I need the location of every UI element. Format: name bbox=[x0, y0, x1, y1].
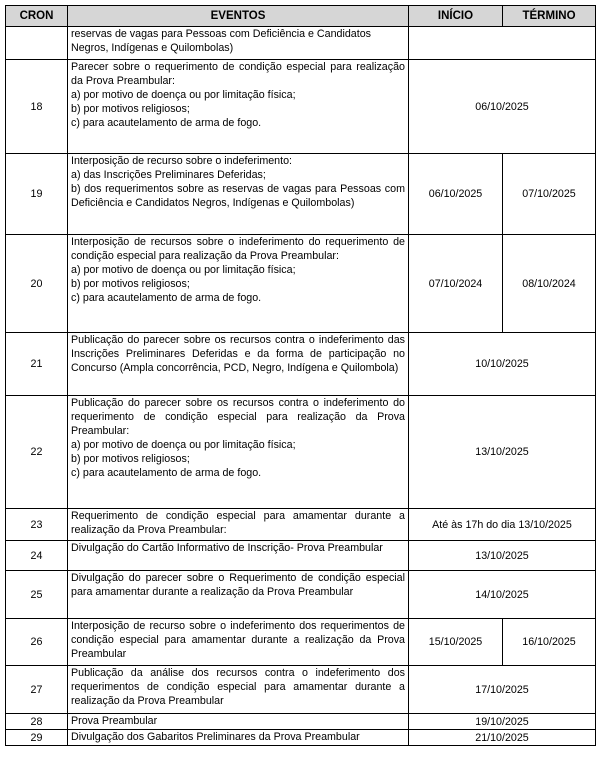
cron-cell: 25 bbox=[6, 571, 68, 619]
end-date-cell: 07/10/2025 bbox=[503, 154, 596, 235]
event-line: Publicação do parecer sobre os recursos contra o indeferimento das Inscrições Preliminares Deferidas e da forma de participação no Concurso (Ampla concorrência, PCD, Negro, Indígena e Quilombola) bbox=[71, 334, 405, 374]
date-cell: 13/10/2025 bbox=[409, 396, 596, 509]
event-cell bbox=[68, 235, 409, 333]
event-cell bbox=[68, 619, 409, 666]
event-line: Requerimento de condição especial para amamentar durante a realização da Prova Preambular: bbox=[71, 510, 405, 536]
event-cell bbox=[68, 541, 409, 571]
event-cell bbox=[68, 60, 409, 154]
header-cron: CRON bbox=[6, 6, 68, 27]
start-date-cell: 15/10/2025 bbox=[409, 619, 503, 666]
event-line: b) por motivos religiosos; bbox=[71, 453, 190, 465]
event-line: Divulgação do parecer sobre o Requerimento de condição especial para amamentar durante a realização da Prova Preambular bbox=[71, 572, 405, 598]
end-date-cell: 16/10/2025 bbox=[503, 619, 596, 666]
cron-cell: 19 bbox=[6, 154, 68, 235]
table-row bbox=[6, 60, 596, 154]
event-cell bbox=[68, 27, 409, 60]
event-line: b) por motivos religiosos; bbox=[71, 278, 190, 290]
event-line: Divulgação dos Gabaritos Preliminares da Prova Preambular bbox=[71, 731, 360, 743]
cron-cell: 29 bbox=[6, 730, 68, 746]
cron-cell: 20 bbox=[6, 235, 68, 333]
date-cell: 21/10/2025 bbox=[409, 730, 596, 746]
event-line: c) para acautelamento de arma de fogo. bbox=[71, 467, 262, 479]
date-cell: 10/10/2025 bbox=[409, 333, 596, 396]
event-line: a) das Inscrições Preliminares Deferidas; bbox=[71, 169, 266, 181]
cron-cell: 26 bbox=[6, 619, 68, 666]
date-cell: 17/10/2025 bbox=[409, 666, 596, 714]
table-row bbox=[6, 619, 596, 666]
event-line: Interposição de recursos sobre o indeferimento do requerimento de condição especial para realização da Prova Preambular: bbox=[71, 236, 405, 262]
table-row bbox=[6, 333, 596, 396]
date-cell: 13/10/2025 bbox=[409, 541, 596, 571]
event-line: Interposição de recurso sobre o indeferimento dos requerimentos de condição especial para amamentar durante a realização da Prova Preambular bbox=[71, 620, 405, 660]
event-line: Divulgação do Cartão Informativo de Inscrição- Prova Preambular bbox=[71, 542, 383, 554]
header-row bbox=[6, 6, 596, 27]
cron-cell: 24 bbox=[6, 541, 68, 571]
table-row bbox=[6, 541, 596, 571]
event-cell bbox=[68, 333, 409, 396]
event-line: c) para acautelamento de arma de fogo. bbox=[71, 292, 262, 304]
table-row bbox=[6, 396, 596, 509]
cron-cell bbox=[6, 27, 68, 60]
event-line: c) para acautelamento de arma de fogo. bbox=[71, 117, 262, 129]
date-cell bbox=[409, 27, 596, 60]
table-row bbox=[6, 27, 596, 60]
cron-cell: 21 bbox=[6, 333, 68, 396]
event-line: Interposição de recurso sobre o indeferimento: bbox=[71, 155, 292, 167]
event-cell bbox=[68, 154, 409, 235]
start-date-cell: 07/10/2024 bbox=[409, 235, 503, 333]
event-line: a) por motivo de doença ou por limitação física; bbox=[71, 264, 296, 276]
table-row bbox=[6, 235, 596, 333]
cron-cell: 28 bbox=[6, 714, 68, 730]
date-cell: Até às 17h do dia 13/10/2025 bbox=[409, 509, 596, 541]
event-cell bbox=[68, 509, 409, 541]
event-line: b) dos requerimentos sobre as reservas de vagas para Pessoas com Deficiência e Candidatos Negros, Indígenas e Quilombolas) bbox=[71, 183, 405, 209]
date-cell: 14/10/2025 bbox=[409, 571, 596, 619]
event-line: reservas de vagas para Pessoas com Deficiência e Candidatos bbox=[71, 28, 372, 40]
event-line: Prova Preambular bbox=[71, 715, 158, 727]
date-cell: 06/10/2025 bbox=[409, 60, 596, 154]
table-row bbox=[6, 509, 596, 541]
table-row bbox=[6, 571, 596, 619]
table-body bbox=[6, 27, 596, 746]
event-cell bbox=[68, 730, 409, 746]
schedule-page bbox=[5, 5, 595, 746]
event-cell bbox=[68, 666, 409, 714]
event-line: Parecer sobre o requerimento de condição especial para realização da Prova Preambular: bbox=[71, 61, 405, 87]
cron-cell: 27 bbox=[6, 666, 68, 714]
event-line: b) por motivos religiosos; bbox=[71, 103, 190, 115]
table-row bbox=[6, 730, 596, 746]
cron-cell: 18 bbox=[6, 60, 68, 154]
table-row bbox=[6, 154, 596, 235]
event-line: a) por motivo de doença ou por limitação física; bbox=[71, 89, 296, 101]
cron-cell: 23 bbox=[6, 509, 68, 541]
schedule-table bbox=[5, 5, 596, 746]
cron-cell: 22 bbox=[6, 396, 68, 509]
header-inicio: INÍCIO bbox=[409, 6, 503, 27]
event-line: Publicação da análise dos recursos contra o indeferimento dos requerimentos de condição especial para amamentar durante a realização da Prova Preambular bbox=[71, 667, 405, 707]
date-cell: 19/10/2025 bbox=[409, 714, 596, 730]
table-row bbox=[6, 714, 596, 730]
header-eventos: EVENTOS bbox=[68, 6, 409, 27]
event-line: a) por motivo de doença ou por limitação física; bbox=[71, 439, 296, 451]
event-line: Publicação do parecer sobre os recursos contra o indeferimento do requerimento de condição especial para realização da Prova Preambular: bbox=[71, 397, 405, 437]
event-cell bbox=[68, 396, 409, 509]
table-row bbox=[6, 666, 596, 714]
event-cell bbox=[68, 571, 409, 619]
header-termino: TÉRMINO bbox=[503, 6, 596, 27]
event-line: Negros, Indígenas e Quilombolas) bbox=[71, 42, 234, 54]
event-cell bbox=[68, 714, 409, 730]
start-date-cell: 06/10/2025 bbox=[409, 154, 503, 235]
end-date-cell: 08/10/2024 bbox=[503, 235, 596, 333]
